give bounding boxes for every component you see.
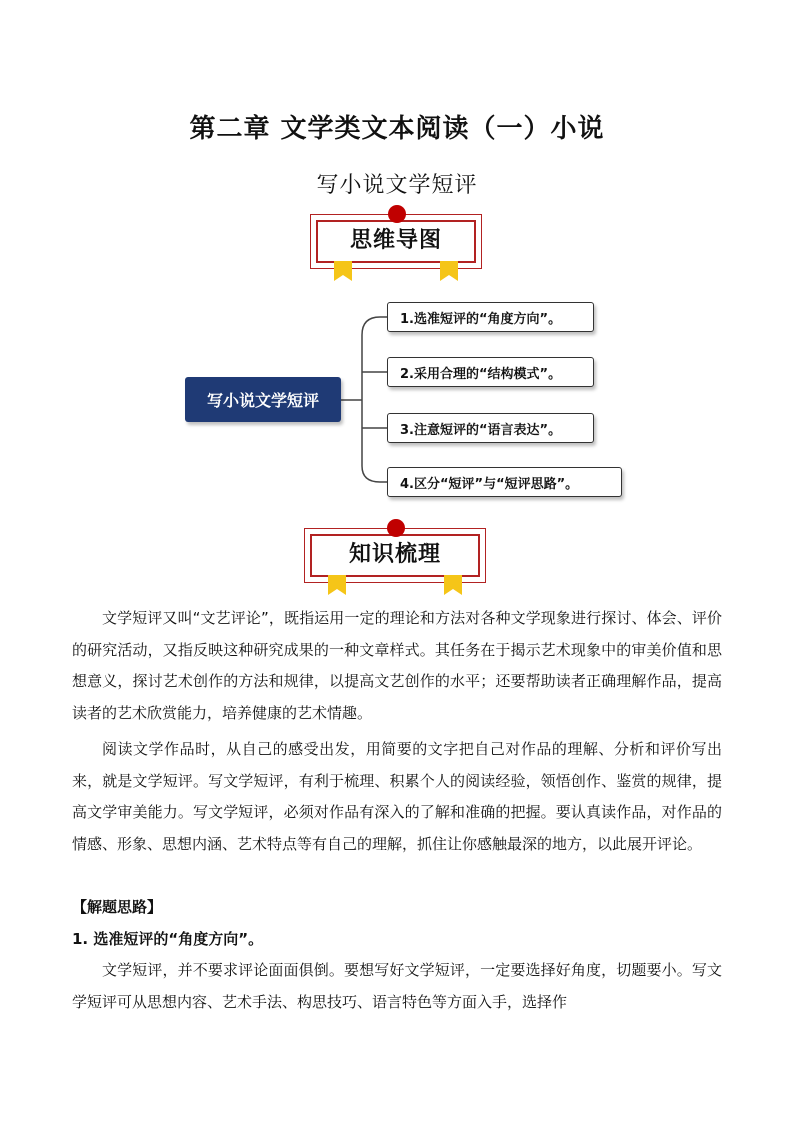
page-subtitle: 写小说文学短评 <box>316 173 478 198</box>
mindmap-branch-1: 1.选准短评的“角度方向”。 <box>387 302 594 332</box>
knowledge-banner <box>304 528 486 583</box>
ribbon-icon <box>328 575 346 595</box>
mindmap-banner-title: 思维导图 <box>349 228 442 253</box>
mindmap-branch-3: 3.注意短评的“语言表达”。 <box>387 413 594 443</box>
mindmap-branch-2: 2.采用合理的“结构模式”。 <box>387 357 594 387</box>
paragraph-angle: 文学短评，并不要求评论面面俱倒。要想写好文学短评，一定要选择好角度，切题要小。写文学短评可从思想内容、艺术手法、构思技巧、语言特色等方面入手，选择作 <box>72 961 722 1011</box>
section-label: 【解题思路】 <box>72 898 163 916</box>
paragraph-reading: 阅读文学作品时，从自己的感受出发，用简要的文字把自己对作品的理解、分析和评价写出来，就是文学短评。写文学短评，有利于梳理、积累个人的阅读经验，领悟创作、鉴赏的规律，提高文学审美能力。写文学短评，必须对作品有深入的了解和准确的把握。要认真读作品，对作品的情感、形象、思想内涵、艺术特点等有自己的理解，抓住让你感触最深的地方，以此展开评论。 <box>72 740 722 853</box>
chapter-title: 第二章 文学类文本阅读（一）小说 <box>189 114 605 144</box>
paragraph-definition: 文学短评又叫“文艺评论”，既指运用一定的理论和方法对各种文学现象进行探讨、体会、评价的研究活动，又指反映这种研究成果的一种文章样式。其任务在于揭示艺术现象中的审美价值和思想意义，探讨艺术创作的方法和规律，以提高文艺创作的水平；还要帮助读者正确理解作品，提高读者的艺术欣赏能力，培养健康的艺术情趣。 <box>72 609 722 722</box>
mindmap-branch-4: 4.区分“短评”与“短评思路”。 <box>387 467 622 497</box>
ribbon-icon <box>444 575 462 595</box>
red-dot-icon <box>387 519 405 537</box>
mindmap-root-node: 写小说文学短评 <box>185 377 341 422</box>
knowledge-banner-title: 知识梳理 <box>348 542 441 567</box>
point1-title: 1. 选准短评的“角度方向”。 <box>72 930 264 948</box>
